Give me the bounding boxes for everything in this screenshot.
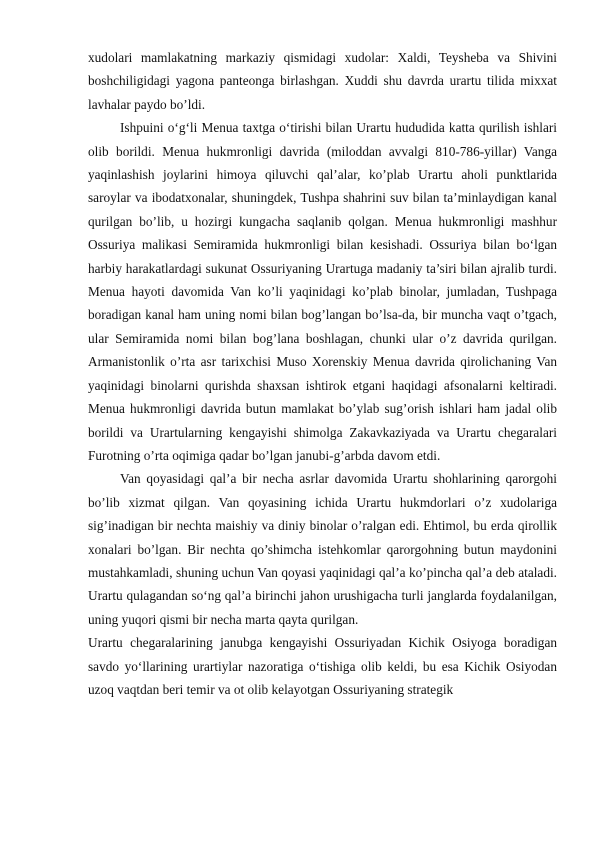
paragraph-3: Van qoyasidagi qal’a bir necha asrlar davomida Urartu shohlarining qarorgohi bo’lib xizmat qilgan. Van qoyasining ichida Urartu hukmdorlari o’z xudolariga sig’inadigan bir nechta maishiy va diniy binolar o’ralgan edi. Ehtimol, bu erda qirollik xonalari bo’lgan. Bir nechta qo’shimcha istehkomlar qarorgohning butun maydonini mustahkamladi, shuning uchun Van qoyasi yaqinidagi qal’a ko’pincha qal’a deb ataladi. Urartu qulagandan so‘ng qal’a birinchi jahon urushigacha turli janglarda foydalanilgan, uning yuqori qismi bir necha marta qayta qurilgan. (88, 471, 557, 627)
paragraph-2: Ishpuini o‘g‘li Menua taxtga o‘tirishi bilan Urartu hududida katta qurilish ishlari olib borildi. Menua hukmronligi davrida (miloddan avvalgi 810-786-yillar) Vanga yaqinlashish joylarini himoya qiluvchi qal’alar, ko’plab Urartu aholi punktlarida saroylar va ibodatxonalar, shuningdek, Tushpa shahrini suv bilan ta’minlaydigan kanal qurilgan bo’lib, u hozirgi kungacha saqlanib qolgan. Menua hukmronligi mashhur Ossuriya malikasi Semiramida hukmronligi bilan kesishadi. Ossuriya bilan bo‘lgan harbiy harakatlardagi sukunat Ossuriyaning Urartuga madaniy ta’siri bilan ajralib turdi. Menua hayoti davomida Van ko’li yaqinidagi ko’plab binolar, jumladan, Tushpaga boradigan kanal ham uning nomi bilan bog’langan bo’lsa-da, bir muncha vaqt o’tgach, ular Semiramida nomi bilan bog’lana boshlagan, chunki ular o’z davrida qurilgan. Armanistonlik o’rta asr tarixchisi Muso Xorenskiy Menua davrida qirolichaning Van yaqinidagi binolarni qurishda shaxsan ishtirok etgani haqidagi afsonalarni keltiradi. Menua hukmronligi davrida butun mamlakat bo’ylab sug’orish ishlari ham jadal olib borildi va Urartularning kengayishi shimolga Zakavkaziyada va Urartu chegaralari Furotning o’rta oqimiga qadar bo’lgan janubi-g’arbda davom etdi. (88, 120, 557, 463)
document-page (88, 46, 557, 701)
paragraph-4: Urartu chegaralarining janubga kengayishi Ossuriyadan Kichik Osiyoga boradigan savdo yo‘llarining urartiylar nazoratiga o‘tishiga olib keldi, bu esa Kichik Osiyodan uzoq vaqtdan beri temir va ot olib kelayotgan Ossuriyaning strategik (88, 635, 557, 697)
paragraph-1: xudolari mamlakatning markaziy qismidagi xudolar: Xaldi, Teysheba va Shivini boshchiligidagi yagona panteonga birlashgan. Xuddi shu davrda urartu tilida mixxat lavhalar paydo bo’ldi. (88, 50, 557, 112)
